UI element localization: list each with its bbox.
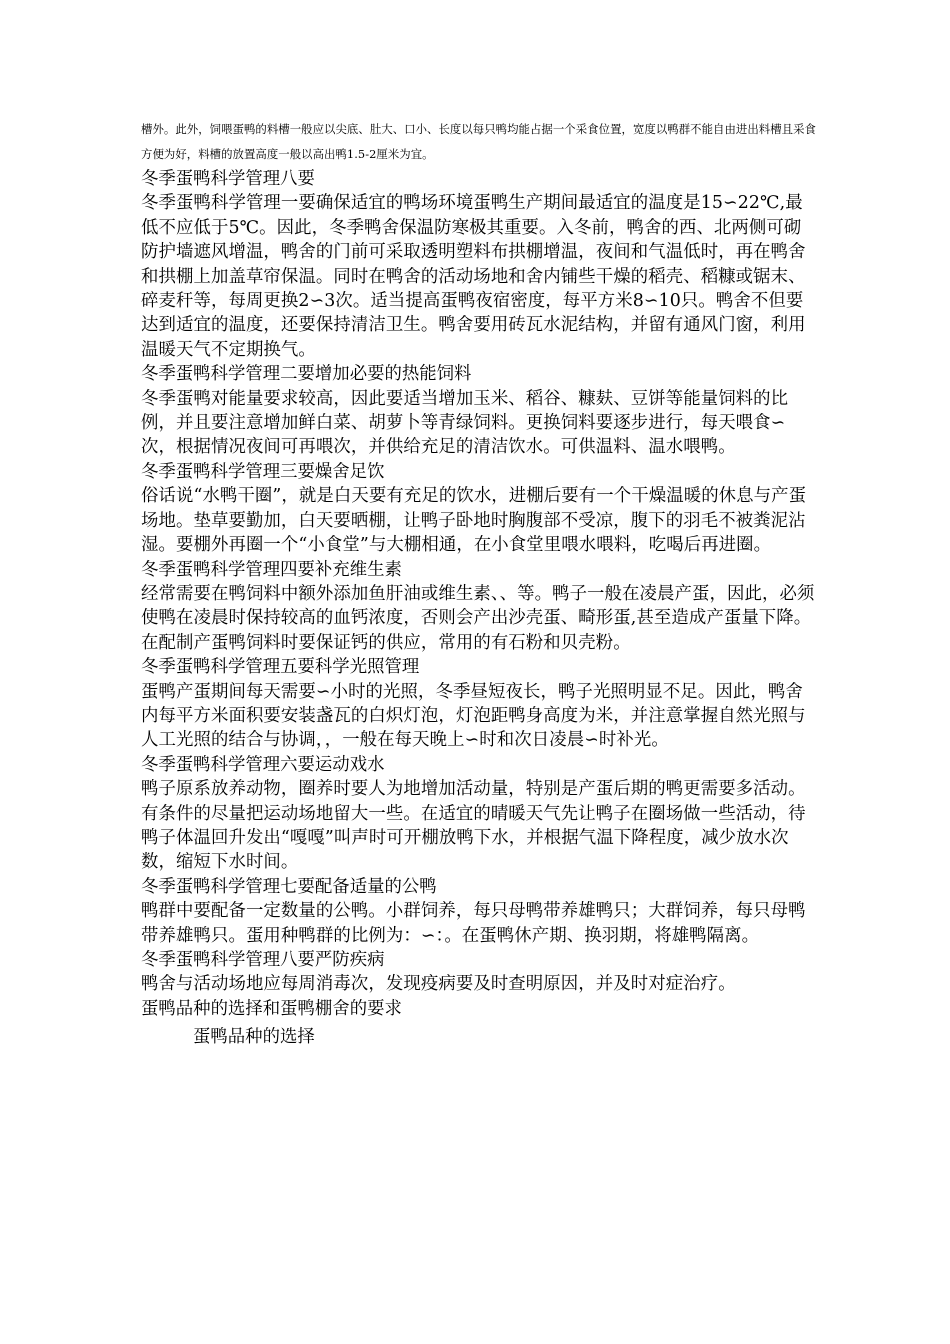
section-2-body: 冬季蛋鸭对能量要求较高，因此要适当增加玉米、稻谷、糠麸、豆饼等能量饲料的比例，并且要注意增加鲜白菜、胡萝卜等青绿饲料。更换饲料要逐步进行，每天喂食∽次，根据情况夜间可再喂次，并供给充足的清洁饮水。可供温料、温水喂鸭。 [141,388,789,458]
section-8-heading: 冬季蛋鸭科学管理八要严防疾病 [141,950,385,970]
section-8-body: 鸭舍与活动场地应每周消毒次，发现疫病要及时查明原因，并及时对症治疗。 [141,974,736,995]
section-3-heading: 冬季蛋鸭科学管理三要燥舍足饮 [141,461,385,482]
section-4-heading: 冬季蛋鸭科学管理四要补充维生素 [141,559,402,580]
section-5-body: 蛋鸭产蛋期间每天需要∽小时的光照，冬季昼短夜长，鸭子光照明显不足。因此，鸭舍内每平方米面积要安装盏瓦的白炽灯泡，灯泡距鸭身高度为米，并注意掌握自然光照与人工光照的结合与协调，，一般在每天晚上∽时和次日凌晨∽时补光。 [141,681,806,751]
section-5-heading: 冬季蛋鸭科学管理五要科学光照管理 [141,657,420,678]
section-6-heading: 冬季蛋鸭科学管理六要运动戏水 [141,754,385,775]
section-1-heading: 冬季蛋鸭科学管理一要确保适宜的鸭场环境蛋鸭生产期间最适宜的温度是15∽22℃,最低不应低于5℃。因此，冬季鸭舍保温防寒极其重要。入冬前，鸭舍的西、北两侧可砌防护墙遮风增温，鸭舍的门前可采取透明塑料布拱棚增温，夜间和气温低时，再在鸭舍和拱棚上加盖草帘保温。同时在鸭舍的活动场地和舍内铺些干燥的稻壳、稻糠或锯末、碎麦秆等，每周更换2∽3次。适当提高蛋鸭夜宿密度，每平方米8∽10只。鸭舍不但要达到适宜的温度，还要保持清洁卫生。鸭舍要用砖瓦水泥结构，并留有通风门窗，利用温暖天气不定期换气。 [141,193,806,360]
section-6-body: 鸭子原系放养动物，圈养时要人为地增加活动量，特别是产蛋后期的鸭更需要多活动。有条件的尽量把运动场地留大一些。在适宜的晴暖天气先让鸭子在圈场做一些活动，待鸭子体温回升发出“嘎嘎”叫声时可开棚放鸭下水，并根据气温下降程度，减少放水次数，缩短下水时间。 [141,779,806,873]
sub-heading: 蛋鸭品种的选择 [193,1027,315,1048]
section-4-body: 经常需要在鸭饲料中额外添加鱼肝油或维生素、、等。鸭子一般在凌晨产蛋，因此，必须使鸭在凌晨时保持较高的血钙浓度，否则会产出沙壳蛋、畸形蛋,甚至造成产蛋量下降。在配制产蛋鸭饲料时要保证钙的供应，常用的有石粉和贝壳粉。 [141,583,815,653]
section-3-body: 俗话说“水鸭干圈”，就是白天要有充足的饮水，进棚后要有一个干燥温暖的休息与产蛋场地。垫草要勤加，白天要晒棚，让鸭子卧地时胸腹部不受凉，腹下的羽毛不被粪泥沾湿。要棚外再圈一个“小食堂”与大棚相通，在小食堂里喂水喂料，吃喝后再进圈。 [141,486,807,556]
section-2-heading: 冬季蛋鸭科学管理二要增加必要的热能饲料 [141,364,472,385]
final-heading: 蛋鸭品种的选择和蛋鸭棚舍的要求 [141,998,402,1019]
main-heading: 冬季蛋鸭科学管理八要 [141,169,315,189]
intro-paragraph: 槽外。此外，饲喂蛋鸭的料槽一般应以尖底、肚大、口小、长度以每只鸭均能占据一个采食位置，宽度以鸭群不能自由进出料槽且采食方便为好，料槽的放置高度一般以高出鸭1.5-2厘米为宜。 [141,122,816,161]
section-7-body: 鸭群中要配备一定数量的公鸭。小群饲养，每只母鸭带养雄鸭只；大群饲养，每只母鸭带养雄鸭只。蛋用种鸭群的比例为：∽：。在蛋鸭休产期、换羽期，将雄鸭隔离。 [141,901,806,946]
section-7-heading: 冬季蛋鸭科学管理七要配备适量的公鸭 [141,876,437,897]
document-body [141,117,817,1050]
